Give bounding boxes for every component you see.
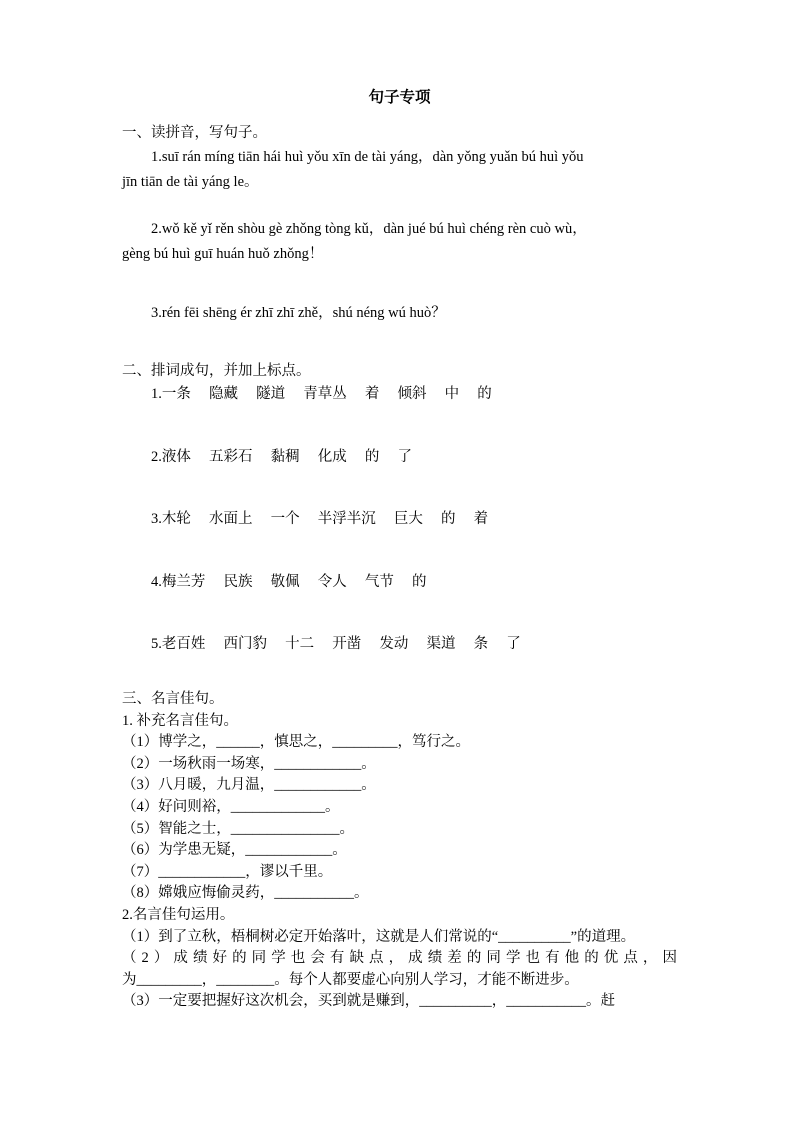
section-famous-quotes xyxy=(122,689,677,1013)
sub-heading-apply: 2.名言佳句运用。 xyxy=(122,906,235,923)
word-order-item-4: 4.梅兰芳 民族 敬佩 令人 气节 的 xyxy=(151,573,427,590)
apply-item-3-line-1: （3）一定要把握好这次机会，买到就是赚到，__________，___________。赶 xyxy=(122,993,615,1010)
fill-item-3: （3）八月暖，九月温，____________。 xyxy=(122,777,376,794)
fill-item-8: （8）嫦娥应悔偷灵药，___________。 xyxy=(122,885,369,902)
pinyin-item-2-line-1: 2.wǒ kě yǐ rěn shòu gè zhǒng tòng kǔ，dàn jué bú huì chéng rèn cuò wù， xyxy=(151,221,587,237)
apply-item-2-line-2: 为_________，________。每个人都要虚心向别人学习，才能不断进步。 xyxy=(122,971,579,988)
apply-item-1-line-1: （1）到了立秋，梧桐树必定开始落叶，这就是人们常说的“__________”的道理。 xyxy=(122,928,636,945)
sub-heading-fill-in: 1. 补充名言佳句。 xyxy=(122,712,238,729)
page-title: 句子专项 xyxy=(368,89,431,106)
word-order-item-3: 3.木轮 水面上 一个 半浮半沉 巨大 的 着 xyxy=(151,511,489,527)
pinyin-item-1-line-2: jīn tiān de tài yáng le。 xyxy=(122,174,259,190)
fill-item-6: （6）为学患无疑，____________。 xyxy=(122,842,347,859)
pinyin-item-2 xyxy=(122,217,677,267)
section-3-heading: 三、名言佳句。 xyxy=(122,691,224,707)
apply-item-2-line-1: （2）成绩好的同学也会有缺点，成绩差的同学也有他的优点，因 xyxy=(122,950,677,967)
section-1-heading: 一、读拼音，写句子。 xyxy=(122,125,267,141)
fill-item-1: （1）博学之，______，慎思之，_________，笃行之。 xyxy=(122,734,470,751)
pinyin-item-1 xyxy=(122,145,677,195)
fill-item-2: （2）一场秋雨一场寒，____________。 xyxy=(122,755,376,772)
apply-item-2 xyxy=(122,948,677,991)
apply-item-1 xyxy=(122,927,677,949)
word-order-item-1: 1.一条 隐藏 隧道 青草丛 着 倾斜 中 的 xyxy=(151,386,492,402)
fill-item-5: （5）智能之士，_______________。 xyxy=(122,820,354,837)
pinyin-item-3 xyxy=(122,301,677,326)
section-read-pinyin xyxy=(122,121,677,326)
section-word-order xyxy=(122,360,677,656)
pinyin-item-2-line-2: gèng bú huì guī huán huǒ zhǒng！ xyxy=(122,246,324,262)
fill-item-4: （4）好问则裕，_____________。 xyxy=(122,798,340,815)
pinyin-item-1-line-1: 1.suī rán míng tiān hái huì yǒu xīn de tài yáng，dàn yǒng yuǎn bú huì yǒu xyxy=(151,149,584,165)
pinyin-item-3-line-1: 3.rén fēi shēng ér zhī zhī zhě，shú néng wú huò？ xyxy=(151,305,446,321)
apply-item-3 xyxy=(122,991,677,1013)
word-order-item-5: 5.老百姓 西门豹 十二 开凿 发动 渠道 条 了 xyxy=(151,636,521,652)
fill-item-7: （7）____________，谬以千里。 xyxy=(122,863,333,880)
word-order-item-2: 2.液体 五彩石 黏稠 化成 的 了 xyxy=(151,448,412,465)
section-2-heading: 二、排词成句，并加上标点。 xyxy=(122,363,311,379)
